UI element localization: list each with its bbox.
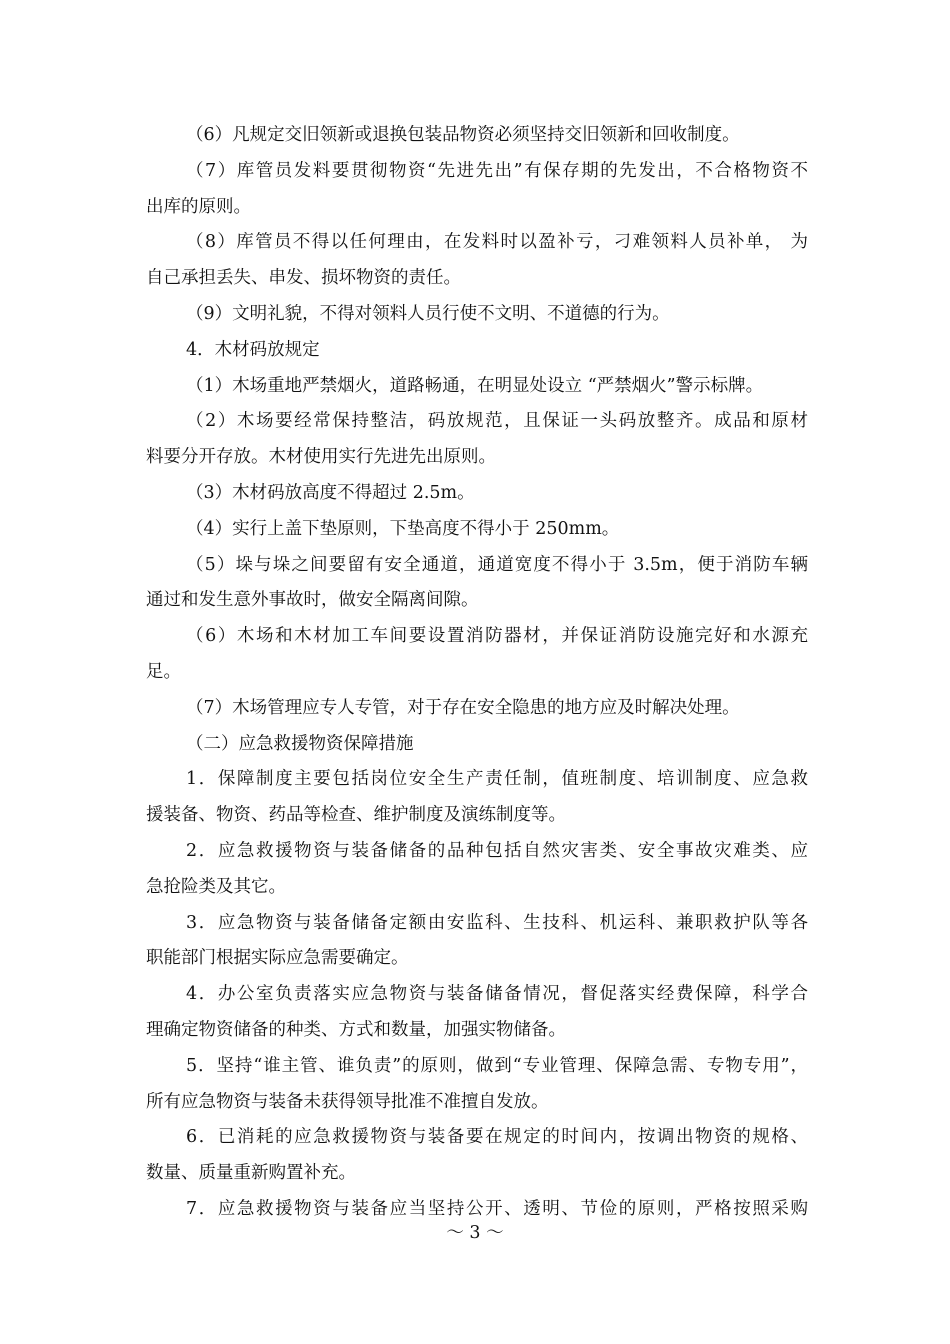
- text-line: 1．保障制度主要包括岗位安全生产责任制，值班制度、培训制度、应急救: [186, 769, 808, 790]
- text-line: （4）实行上盖下垫原则，下垫高度不得小于 250mm。: [186, 518, 620, 539]
- text-line: （8）库管员不得以任何理由，在发料时以盈补亏，刁难领料人员补单， 为: [186, 232, 808, 253]
- text-line: 援装备、物资、药品等检查、维护制度及演练制度等。: [146, 805, 566, 826]
- text-line: （6）木场和木材加工车间要设置消防器材，并保证消防设施完好和水源充: [186, 626, 808, 647]
- text-line: （1）木场重地严禁烟火，道路畅通，在明显处设立 “严禁烟火”警示标牌。: [186, 375, 764, 396]
- text-line: 4．办公室负责落实应急物资与装备储备情况，督促落实经费保障，科学合: [186, 984, 808, 1005]
- document-body: [146, 118, 808, 1228]
- text-line: （5）垛与垛之间要留有安全通道，通道宽度不得小于 3.5m，便于消防车辆: [186, 554, 808, 575]
- text-line: （7）库管员发料要贯彻物资“先进先出”有保存期的先发出，不合格物资不: [186, 160, 808, 181]
- text-line: 通过和发生意外事故时，做安全隔离间隙。: [146, 590, 479, 611]
- text-line: （2）木场要经常保持整洁，码放规范，且保证一头码放整齐。成品和原材: [186, 411, 808, 432]
- text-line: 3．应急物资与装备储备定额由安监科、生技科、机运科、兼职救护队等各: [186, 912, 808, 933]
- text-line: 6．已消耗的应急救援物资与装备要在规定的时间内，按调出物资的规格、: [186, 1127, 808, 1148]
- text-line: 5．坚持“谁主管、谁负责”的原则，做到“专业管理、保障急需、专物专用”，: [186, 1055, 808, 1076]
- text-line: （二）应急救援物资保障措施: [186, 733, 414, 754]
- text-line: 2．应急救援物资与装备储备的品种包括自然灾害类、安全事故灾难类、应: [186, 840, 808, 861]
- text-line: （7）木场管理应专人专管，对于存在安全隐患的地方应及时解决处理。: [186, 697, 740, 718]
- text-line: 料要分开存放。木材使用实行先进先出原则。: [146, 447, 496, 468]
- text-line: （9）文明礼貌，不得对领料人员行使不文明、不道德的行为。: [186, 303, 670, 324]
- text-line: 4．木材码放规定: [186, 339, 320, 360]
- text-line: 数量、质量重新购置补充。: [146, 1163, 356, 1184]
- page-number: ～ 3 ～: [446, 1223, 504, 1243]
- text-line: （6）凡规定交旧领新或退换包装品物资必须坚持交旧领新和回收制度。: [186, 125, 740, 145]
- text-line: 出库的原则。: [146, 196, 251, 217]
- text-line: （3）木材码放高度不得超过 2.5m。: [186, 482, 475, 503]
- text-line: 职能部门根据实际应急需要确定。: [146, 948, 409, 969]
- text-line: 足。: [146, 661, 181, 682]
- text-line: 急抢险类及其它。: [146, 876, 286, 897]
- text-line: 自己承担丢失、串发、损坏物资的责任。: [146, 268, 461, 289]
- text-line: 理确定物资储备的种类、方式和数量，加强实物储备。: [146, 1019, 566, 1040]
- text-line: 7．应急救援物资与装备应当坚持公开、透明、节俭的原则，严格按照采购: [186, 1198, 808, 1219]
- text-line: 所有应急物资与装备未获得领导批准不准擅自发放。: [146, 1091, 549, 1112]
